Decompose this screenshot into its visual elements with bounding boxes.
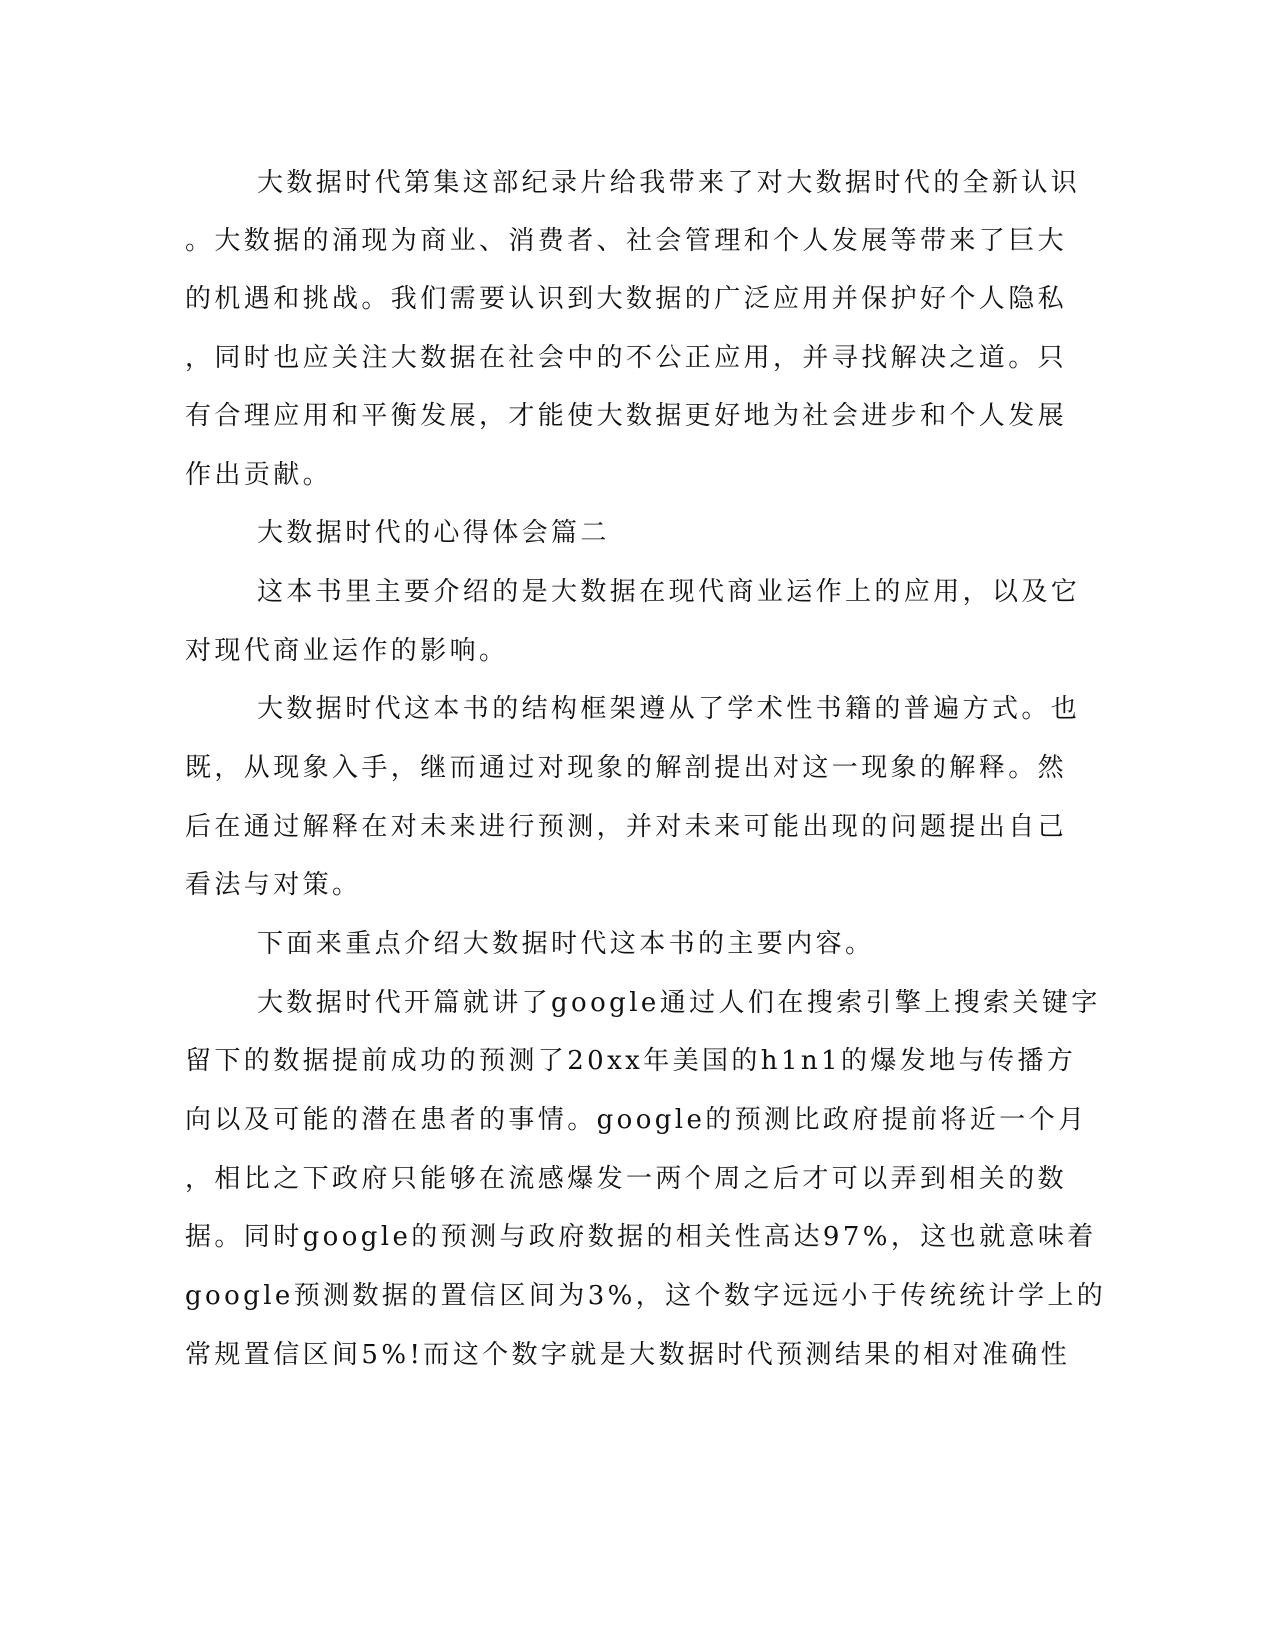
paragraph-line: 对现代商业运作的影响。 bbox=[185, 636, 509, 666]
section-heading: 大数据时代的心得体会篇二 bbox=[257, 518, 610, 548]
paragraph-line: 留下的数据提前成功的预测了20xx年美国的h1n1的爆发地与传播方 bbox=[185, 1046, 1077, 1076]
paragraph-line: 据。同时google的预测与政府数据的相关性高达97%，这也就意味着 bbox=[185, 1222, 1097, 1252]
paragraph-line: 。大数据的涌现为商业、消费者、社会管理和个人发展等带来了巨大 bbox=[185, 226, 1068, 256]
paragraph-line: 大数据时代开篇就讲了google通过人们在搜索引擎上搜索关键字 bbox=[257, 988, 1101, 1018]
paragraph-line: 下面来重点介绍大数据时代这本书的主要内容。 bbox=[257, 929, 875, 959]
paragraph-line: 看法与对策。 bbox=[185, 870, 362, 900]
paragraph-line: google预测数据的置信区间为3%，这个数字远远小于传统统计学上的 bbox=[185, 1281, 1107, 1311]
paragraph-line: 向以及可能的潜在患者的事情。google的预测比政府提前将近一个月 bbox=[185, 1105, 1088, 1135]
paragraph-line: 这本书里主要介绍的是大数据在现代商业运作上的应用，以及它 bbox=[257, 577, 1081, 607]
paragraph-line: 大数据时代第集这部纪录片给我带来了对大数据时代的全新认识 bbox=[257, 168, 1081, 198]
paragraph-line: 常规置信区间5%!而这个数字就是大数据时代预测结果的相对准确性 bbox=[185, 1340, 1071, 1370]
paragraph-line: 作出贡献。 bbox=[185, 460, 333, 490]
paragraph-line: 后在通过解释在对未来进行预测，并对未来可能出现的问题提出自己 bbox=[185, 812, 1068, 842]
paragraph-line: 有合理应用和平衡发展，才能使大数据更好地为社会进步和个人发展 bbox=[185, 401, 1068, 431]
paragraph-line: ，同时也应关注大数据在社会中的不公正应用，并寻找解决之道。只 bbox=[185, 343, 1068, 373]
paragraph-line: 的机遇和挑战。我们需要认识到大数据的广泛应用并保护好个人隐私 bbox=[185, 284, 1068, 314]
paragraph-line: 既，从现象入手，继而通过对现象的解剖提出对这一现象的解释。然 bbox=[185, 753, 1068, 783]
paragraph-line: ，相比之下政府只能够在流感爆发一两个周之后才可以弄到相关的数 bbox=[185, 1164, 1068, 1194]
paragraph-line: 大数据时代这本书的结构框架遵从了学术性书籍的普遍方式。也 bbox=[257, 694, 1081, 724]
